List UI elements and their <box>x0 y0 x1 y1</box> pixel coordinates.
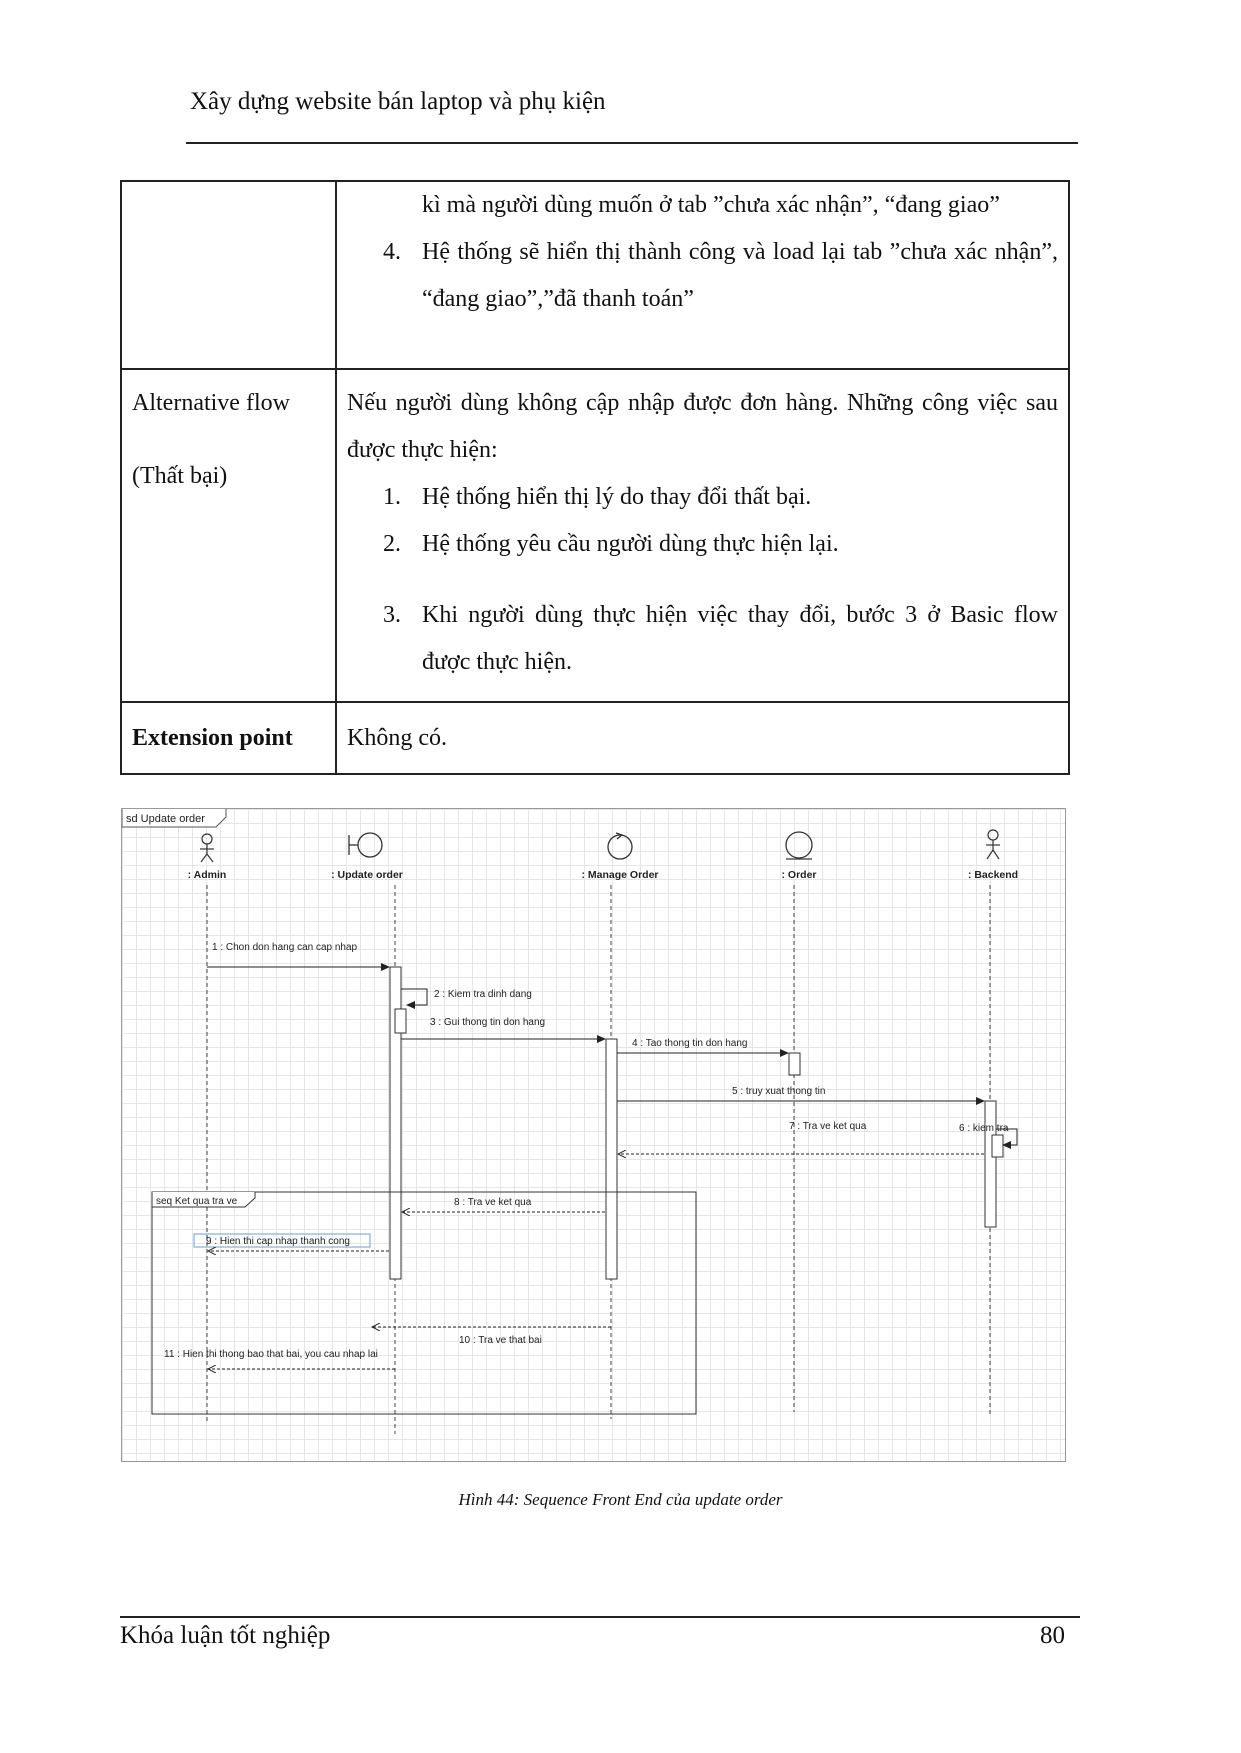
label-extension-point: Extension point <box>132 724 293 751</box>
use-case-table <box>120 180 1070 775</box>
figure-caption: Hình 44: Sequence Front End của update order <box>458 1490 783 1509</box>
list-item: 1. Hệ thống hiển thị lý do thay đổi thất bại. <box>383 484 812 510</box>
svg-text:seq Ket qua tra ve: seq Ket qua tra ve <box>156 1196 238 1207</box>
lifeline-admin: : Admin <box>187 869 227 881</box>
header-rule <box>186 142 1078 144</box>
list-item: 3. Khi người dùng thực hiện việc thay đổi, bước 3 ở Basic flow được thực hiện. <box>383 602 1058 675</box>
footer-text: Khóa luận tốt nghiệp <box>120 1622 331 1649</box>
lifeline-update-order: : Update order <box>331 869 403 881</box>
frame-label <box>122 809 226 827</box>
footer-rule <box>120 1616 1080 1618</box>
label-cell-empty <box>121 181 336 369</box>
content-cell <box>336 181 1069 369</box>
backend-actor-icon <box>986 830 1000 859</box>
svg-text:sd Update order: sd Update order <box>126 813 205 825</box>
sequence-diagram-svg <box>122 809 1065 1461</box>
label-cell <box>121 369 336 702</box>
list-item: 4. Hệ thống sẽ hiển thị thành công và load lại tab ”chưa xác nhận”, “đang giao”,”đã thanh toán” <box>383 239 1058 312</box>
message-10-label: 10 : Tra ve that bai <box>459 1335 542 1346</box>
entity-icon <box>786 832 812 859</box>
lifeline-backend: : Backend <box>967 869 1019 881</box>
list-item-continuation: kì mà người dùng muốn ở tab ”chưa xác nhận”, “đang giao” <box>422 192 1000 218</box>
message-3-label: 3 : Gui thong tin don hang <box>430 1017 546 1028</box>
label-cell <box>121 702 336 774</box>
label-that-bai: (Thất bại) <box>132 463 228 489</box>
table-row <box>121 369 1069 702</box>
message-2-label: 2 : Kiem tra dinh dang <box>434 989 532 1000</box>
content-cell <box>336 369 1069 702</box>
message-8-label: 8 : Tra ve ket qua <box>454 1197 532 1208</box>
message-2-arrow <box>401 989 427 1005</box>
list-item: 2. Hệ thống yêu cầu người dùng thực hiện lại. <box>383 531 839 557</box>
lifeline-manage-order: : Manage Order <box>581 869 659 881</box>
message-1-label: 1 : Chon don hang can cap nhap <box>212 942 358 953</box>
sequence-diagram <box>121 808 1066 1462</box>
message-7-label: 7 : Tra ve ket qua <box>789 1121 867 1132</box>
table-row <box>121 181 1069 369</box>
control-icon <box>608 833 632 859</box>
boundary-icon <box>349 833 382 857</box>
message-6-label: 6 : kiem tra <box>959 1123 1009 1134</box>
label-alternative-flow: Alternative flow <box>132 390 290 416</box>
admin-actor-icon <box>200 834 214 862</box>
alt-flow-intro: Nếu người dùng không cập nhập được đơn hàng. Những công việc sau được thực hiện: <box>347 390 1058 463</box>
running-header: Xây dựng website bán laptop và phụ kiện <box>190 88 606 115</box>
content-cell <box>336 702 1069 774</box>
message-4-label: 4 : Tao thong tin don hang <box>632 1038 748 1049</box>
table-row <box>121 702 1069 774</box>
message-9-label: 9 : Hien thi cap nhap thanh cong <box>206 1236 350 1247</box>
page-number: 80 <box>1040 1622 1065 1649</box>
extension-point-value: Không có. <box>347 724 447 751</box>
message-5-label: 5 : truy xuat thong tin <box>732 1086 826 1097</box>
lifeline-order: : Order <box>781 869 817 881</box>
message-11-label: 11 : Hien thi thong bao that bai, you cau nhap lai <box>164 1349 378 1360</box>
